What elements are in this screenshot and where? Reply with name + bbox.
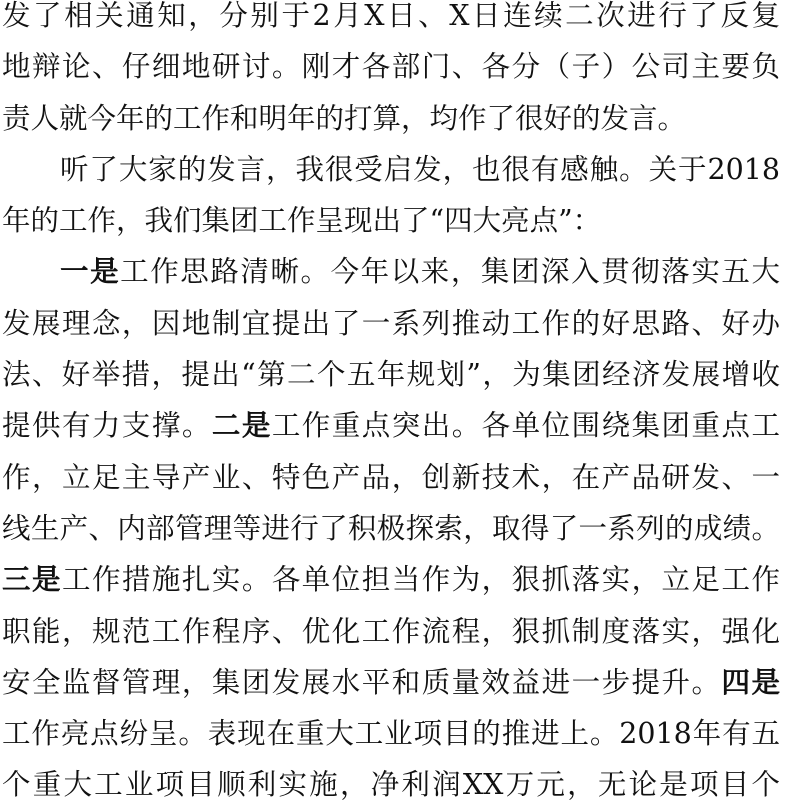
text-line: [2, 606, 780, 657]
body-text: 工作亮点纷呈。表现在重大工业项目的推进上。2018年有五: [2, 717, 780, 751]
text-line: [2, 400, 780, 451]
text-line: [2, 554, 780, 605]
body-text: 发了相关通知，分别于2月X日、X日连续二次进行了反复: [2, 0, 780, 32]
body-text: 发展理念，因地制宜提出了一系列推动工作的好思路、好办: [2, 306, 780, 340]
text-line: [2, 93, 780, 144]
text-line: [2, 452, 780, 503]
text-line: [2, 759, 780, 810]
text-line: [2, 144, 780, 195]
body-text: 法、好举措，提出“第二个五年规划”，为集团经济发展增收: [2, 358, 780, 392]
text-line: [2, 41, 780, 92]
text-line: [2, 195, 780, 246]
bold-heading-text: 三是: [2, 562, 62, 597]
text-line: [2, 657, 780, 708]
text-line: [2, 503, 780, 554]
body-text: 听了大家的发言，我很受启发，也很有感触。关于2018: [60, 152, 780, 186]
text-line: [2, 349, 780, 400]
text-line: [2, 708, 780, 759]
text-line: [2, 0, 780, 41]
body-text: 工作措施扎实。各单位担当作为，狠抓落实，立足工作: [61, 563, 780, 597]
body-text: 安全监督管理，集团发展水平和质量效益进一步提升。: [2, 665, 722, 699]
body-text: 工作思路清晰。今年以来，集团深入贯彻落实五大: [120, 255, 780, 289]
bold-heading-text: 二是: [211, 408, 272, 443]
document-body: [2, 0, 780, 811]
bold-heading-text: 一是: [60, 254, 121, 289]
text-line: [2, 298, 780, 349]
body-text: 个重大工业项目顺利实施，净利润XX万元，无论是项目个: [2, 768, 780, 802]
body-text: 职能，规范工作程序、优化工作流程，狠抓制度落实，强化: [2, 614, 780, 648]
body-text: 地辩论、仔细地研讨。刚才各部门、各分（子）公司主要负: [2, 50, 780, 84]
body-text: 责人就今年的工作和明年的打算，均作了很好的发言。: [2, 101, 687, 135]
body-text: 提供有力支撑。: [2, 409, 212, 443]
bold-heading-text: 四是: [721, 664, 780, 699]
body-text: 作，立足主导产业、特色产品，创新技术，在产品研发、一: [2, 460, 780, 494]
text-line: [2, 246, 780, 297]
body-text: 工作重点突出。各单位围绕集团重点工: [271, 409, 780, 443]
body-text: 年的工作，我们集团工作呈现出了“四大亮点”：: [2, 204, 602, 238]
body-text: 线生产、内部管理等进行了积极探索，取得了一系列的成绩。: [2, 511, 780, 545]
